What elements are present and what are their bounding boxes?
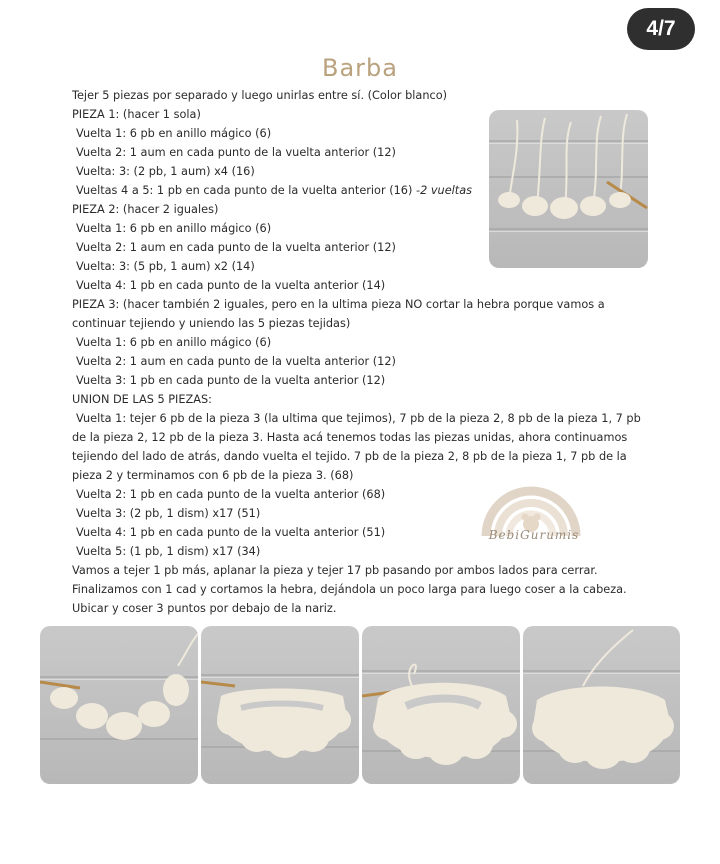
union-round-1-cont-2: tejiendo del lado de atrás, dando vuelta el tejido. 7 pb de la pieza 2, 8 pb de la pieza 1, 7 pb de la [72, 450, 627, 463]
photo-step-4 [523, 626, 680, 784]
closing-line-1: Vamos a tejer 1 pb más, aplanar la pieza y tejer 17 pb pasando por ambos lados para cerrar. [72, 564, 598, 577]
piece-1-round-3: Vuelta: 3: (2 pb, 1 aum) x4 (16) [76, 165, 255, 178]
piece-1-round-2: Vuelta 2: 1 aum en cada punto de la vuelta anterior (12) [76, 146, 396, 159]
piece-3-round-2: Vuelta 2: 1 aum en cada punto de la vuelta anterior (12) [76, 355, 396, 368]
photo-step-2 [201, 626, 359, 784]
photo-step-3 [362, 626, 520, 784]
piece-3-round-1: Vuelta 1: 6 pb en anillo mágico (6) [76, 336, 272, 349]
piece-1-heading: PIEZA 1: (hacer 1 sola) [72, 108, 201, 121]
piece-3-heading: PIEZA 3: (hacer también 2 iguales, pero en la ultima pieza NO cortar la hebra porque vamos a [72, 298, 605, 311]
piece-2-round-1: Vuelta 1: 6 pb en anillo mágico (6) [76, 222, 272, 235]
closing-line-3: Ubicar y coser 3 puntos por debajo de la nariz. [72, 602, 337, 615]
piece-3-round-3: Vuelta 3: 1 pb en cada punto de la vuelta anterior (12) [76, 374, 386, 387]
watermark-text: BebiGurumis [488, 528, 580, 542]
piece-3-heading-cont: continuar tejiendo y uniendo las 5 piezas tejidas) [72, 317, 351, 330]
piece-1-round-4-5-text: Vueltas 4 a 5: 1 pb en cada punto de la vuelta anterior (16) [76, 184, 413, 197]
union-round-3: Vuelta 3: (2 pb, 1 dism) x17 (51) [76, 507, 261, 520]
closing-line-2: Finalizamos con 1 cad y cortamos la hebra, dejándola un poco larga para luego coser a la cabeza. [72, 583, 627, 596]
union-round-1: Vuelta 1: tejer 6 pb de la pieza 3 (la ultima que tejimos), 7 pb de la pieza 2, 8 pb de la pieza 1, 7 pb [76, 412, 641, 425]
intro-line: Tejer 5 piezas por separado y luego unirlas entre sí. (Color blanco) [72, 89, 448, 102]
piece-2-round-4: Vuelta 4: 1 pb en cada punto de la vuelta anterior (14) [76, 279, 386, 292]
page-title: Barba [322, 54, 398, 82]
piece-2-heading: PIEZA 2: (hacer 2 iguales) [72, 203, 219, 216]
photo-five-pieces [489, 110, 648, 268]
union-round-4: Vuelta 4: 1 pb en cada punto de la vuelta anterior (51) [76, 526, 386, 539]
union-round-5: Vuelta 5: (1 pb, 1 dism) x17 (34) [76, 545, 261, 558]
union-round-1-cont-3: pieza 2 y terminamos con 6 pb de la pieza 3. (68) [72, 469, 354, 482]
piece-1-round-4-5-note: -2 vueltas [416, 184, 473, 197]
piece-2-round-2: Vuelta 2: 1 aum en cada punto de la vuelta anterior (12) [76, 241, 396, 254]
union-heading: UNION DE LAS 5 PIEZAS: [72, 393, 212, 406]
piece-1-round-1: Vuelta 1: 6 pb en anillo mágico (6) [76, 127, 272, 140]
piece-1-round-4-5 [76, 183, 472, 199]
piece-2-round-3: Vuelta: 3: (5 pb, 1 aum) x2 (14) [76, 260, 255, 273]
union-round-2: Vuelta 2: 1 pb en cada punto de la vuelta anterior (68) [76, 488, 386, 501]
union-round-1-cont-1: de la pieza 2, 12 pb de la pieza 3. Hasta acá tenemos todas las piezas unidas, ahora continuamos [72, 431, 628, 444]
page-counter-badge: 4/7 [627, 8, 695, 50]
photo-step-1 [40, 626, 198, 784]
